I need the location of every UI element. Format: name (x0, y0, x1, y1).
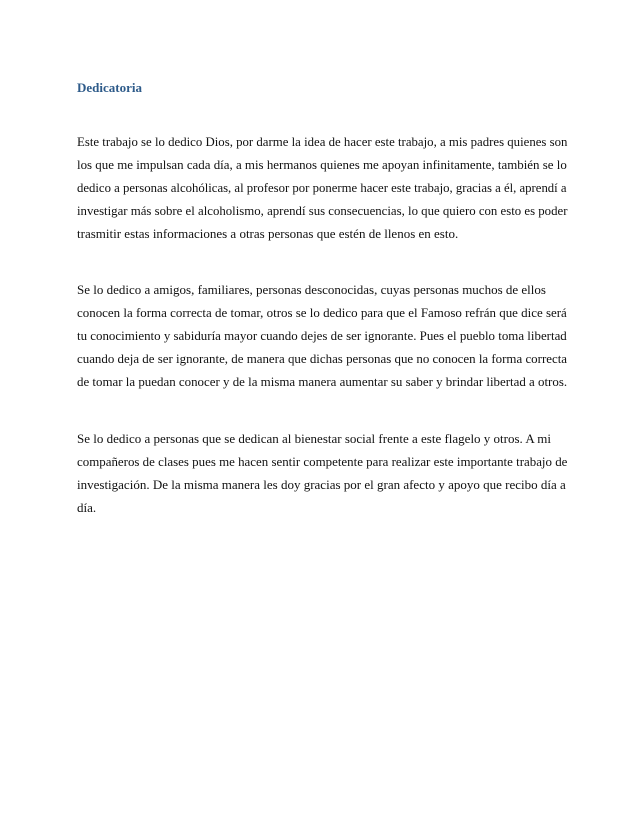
paragraph-line: Este trabajo se lo dedico Dios, por darme la idea de hacer este trabajo, a mis padres quienes son (77, 134, 568, 149)
paragraph-line: compañeros de clases pues me hacen sentir competente para realizar este importante trabajo de (77, 454, 568, 469)
paragraph-line: trasmitir estas informaciones a otras personas que estén de llenos en esto. (77, 226, 459, 241)
paragraph-line: conocen la forma correcta de tomar, otros se lo dedico para que el Famoso refrán que dice será (77, 305, 567, 320)
paragraph-line: de tomar la puedan conocer y de la misma manera aumentar su saber y brindar libertad a otros. (77, 374, 568, 389)
paragraph-line: investigar más sobre el alcoholismo, aprendí sus consecuencias, lo que quiero con esto es poder (77, 203, 568, 218)
paragraph-line: Se lo dedico a amigos, familiares, personas desconocidas, cuyas personas muchos de ellos (77, 282, 546, 297)
paragraph-line: los que me impulsan cada día, a mis hermanos quienes me apoyan infinitamente, también se lo (77, 157, 567, 172)
paragraph-line: tu conocimiento y sabiduría mayor cuando dejes de ser ignorante. Pues el pueblo toma libertad (77, 328, 567, 343)
paragraph-line: Se lo dedico a personas que se dedican al bienestar social frente a este flagelo y otros. A mi (77, 431, 551, 446)
paragraph-3 (77, 427, 567, 519)
paragraph-line: investigación. De la misma manera les doy gracias por el gran afecto y apoyo que recibo día a (77, 477, 566, 492)
paragraph-2 (77, 278, 567, 393)
paragraph-line: cuando deja de ser ignorante, de manera que dichas personas que no conocen la forma correcta (77, 351, 568, 366)
page-title: Dedicatoria (77, 80, 142, 95)
paragraph-line: dedico a personas alcohólicas, al profesor por ponerme hacer este trabajo, gracias a él, aprendí a (77, 180, 567, 195)
paragraph-1 (77, 130, 567, 245)
paragraph-line: día. (77, 500, 97, 515)
